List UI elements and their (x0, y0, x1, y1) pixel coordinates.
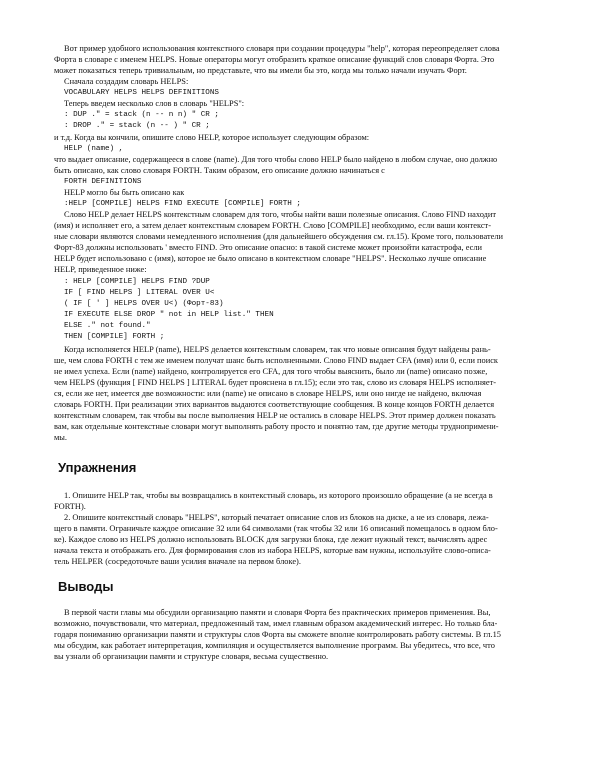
code-line: :HELP [COMPILE] HELPS FIND EXECUTE [COMPILE] FORTH ; (64, 200, 301, 208)
conclusion-line: годаря пониманию организации памяти и структуры слов Форта вы сможете вполне контролировать работу системы. В гл.15 (54, 630, 501, 639)
exercise-line: ке). Каждое слово из HELPS должно использовать BLOCK для загрузки блока, где лежит нужный текст, вычислять адрес (54, 535, 488, 544)
para-line: Форт-83 должны использовать ' вместо FIND. Это описание опасно: в такой системе может произойти катастрофа, если (54, 243, 483, 252)
code-line: ELSE ." not found." (64, 322, 151, 330)
conclusion-line: вы узнали об организации памяти и структуре словаря, весьма существенно. (54, 652, 329, 661)
para-line: ные словари являются словами немедленного исполнения (для дальнейшего обсуждения см. гл.15). Кроме того, пользователи (54, 232, 503, 241)
para-line: словарь FORTH. При реализации этих вариантов выдаются соответствующие сообщения. В конце концов FORTH делается (54, 400, 495, 409)
code-line: VOCABULARY HELPS HELPS DEFINITIONS (64, 89, 219, 97)
para-line: чем HELPS (функция [ FIND HELPS ] LITERAL будет прояснена в гл.15); если это так, слово из словаря HELPS исполняет- (54, 378, 497, 387)
code-line: FORTH DEFINITIONS (64, 178, 142, 186)
para-line: мы. (54, 433, 68, 442)
code-line: ( IF [ ' ] HELPS OVER U<) (Форт-83) (64, 300, 224, 308)
conclusions-heading: Выводы (58, 579, 114, 594)
para-line: не имел успеха. Если (name) найдено, контролируется его CFA, для того чтобы выяснить, было ли (name) описано позже, (54, 367, 488, 376)
conclusion-line: мы обсудим, как работает интерпретация, компиляция и осуществляется выполнение программ. Вы убедитесь, что все, что (54, 641, 495, 650)
para-line: контекстным словарем, так чтобы вы после выполнения HELP не остались в словаре HELPS. Этот пример должен показать (54, 411, 496, 420)
code-line: : DUP ." = stack (n -- n n) " CR ; (64, 111, 219, 119)
intro-line: Вот пример удобного использования контекстного словаря при создании процедуры "help", которая переопределяет слова (64, 44, 500, 53)
exercise-line: тель HELPER (сосредоточьте ваши усилия вначале на первом блоке). (54, 557, 301, 566)
para-line: HELP будет использовано с (имя), которое не было описано в контекстном словаре "HELPS". Несколько лучше описание (54, 254, 487, 263)
exercise-line: 1. Опишите HELP так, чтобы вы возвращались в контекстный словарь, из которого произошло обращение (а не всегда в (64, 491, 493, 500)
exercise-line: 2. Опишите контекстный словарь "HELPS", который печатает описание слов из блоков на диске, а не из словаря, лежа- (64, 513, 489, 522)
conclusion-line: возможно, почувствовали, что материал, предложенный там, имел главным образом академический интерес. Но только бла- (54, 619, 498, 628)
intro-line: может показаться теперь тривиальным, но представьте, что вы имели бы это, когда мы только начали изучать Форт. (54, 66, 467, 75)
para-line: вам, как отдельные контекстные словари могут выполнять работу просто и понятно там, где другие методы труднопримени- (54, 422, 499, 431)
code-line: IF [ FIND HELPS ] LITERAL OVER U< (64, 289, 215, 297)
text-line: быть описано, как слово словаря FORTH. Таким образом, его описание должно начинаться с (54, 166, 385, 175)
code-line: : DROP ." = stack (n -- ) " CR ; (64, 122, 210, 130)
exercise-line: начала текста и отображать его. Для формирования слов из набора HELPS, которые вам нужны, используйте слово-описа- (54, 546, 491, 555)
code-line: IF EXECUTE ELSE DROP " not in HELP list." THEN (64, 311, 274, 319)
para-line: HELP, приведенное ниже: (54, 265, 147, 274)
code-line: HELP (name) , (64, 145, 124, 153)
para-line: ся, если же нет, имеется две возможности: или (name) не описано в словаре HELPS, или оно нигде не найдено, включая (54, 389, 482, 398)
code-line: THEN [COMPILE] FORTH ; (64, 333, 165, 341)
text-line: что выдает описание, содержащееся в слове (name). Для того чтобы слово HELP было найдено в любом случае, оно должно (54, 155, 498, 164)
para-line: Когда исполняется HELP (name), HELPS делается контекстным словарем, так что новые описания будут найдены рань- (64, 345, 491, 354)
para-line: Слово HELP делает HELPS контекстным словарем для того, чтобы найти ваши полезные описания. Слово FIND находит (64, 210, 497, 219)
exercise-line: щего в памяти. Ограничьте каждое описание 32 или 64 символами (так чтобы 32 или 16 описаний помещалось в одном бло- (54, 524, 498, 533)
intro-line: Сначала создадим словарь HELPS: (64, 77, 189, 86)
text-line: и т.д. Когда вы кончили, опишите слово HELP, которое использует следующим образом: (54, 133, 370, 142)
intro-line: Форта в словаре с именем HELPS. Новые операторы могут отобразить краткое описание функций слов словаря Форта. Это (54, 55, 495, 64)
exercises-heading: Упражнения (58, 460, 137, 475)
para-line: ше, чем слова FORTH с тем же именем получат шанс быть исполненными. Слово FIND выдает CFA (имя) или 0, если поиск (54, 356, 498, 365)
text-line: Теперь введем несколько слов в словарь "HELPS": (64, 99, 245, 108)
para-line: (имя) и исполняет его, а затем делает контекстным словарем FORTH. Слово [COMPILE] необходимо, если ваши контекст- (54, 221, 492, 230)
code-line: : HELP [COMPILE] HELPS FIND ?DUP (64, 278, 210, 286)
conclusion-line: В первой части главы мы обсудили организацию памяти и словаря Форта без практических примеров применения. Вы, (64, 608, 491, 617)
exercise-line: FORTH). (54, 502, 86, 511)
text-line: HELP могло бы быть описано как (64, 188, 185, 197)
